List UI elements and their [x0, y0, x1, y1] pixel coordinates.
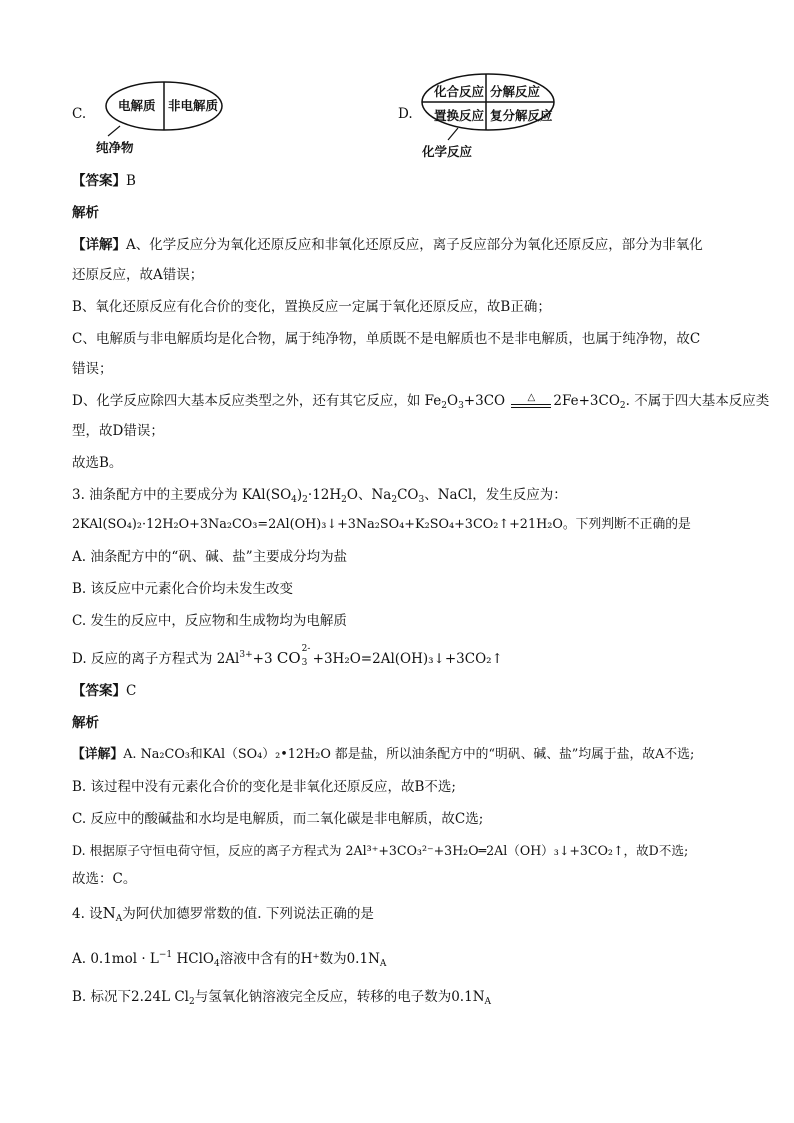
q3-option-c: C. 发生的反应中，反应物和生成物均为电解质	[72, 613, 347, 629]
option-c-label: C.	[72, 106, 87, 122]
q3-detail-d: D. 根据原子守恒电荷守恒，反应的离子方程式为 2Al³⁺+3CO₃²⁻+3H₂O═2Al（OH）₃↓+3CO₂↑，故D不选;	[72, 843, 689, 858]
q2-detail-a1: 【详解】A、化学反应分为氧化还原反应和非氧化还原反应，离子反应部分为氧化还原反应，部分为非氧化	[72, 237, 703, 253]
q3-option-d: D. 反应的离子方程式为 $2Al^{3+}+3$ CO 2- 3 +3H₂O=2Al(OH)₃↓+3CO₂↑	[72, 644, 503, 668]
non-electrolyte-label: 非电解质	[168, 98, 219, 113]
q3-stem: 3. 油条配方中的主要成分为 $KAl(SO_4)_2\cdot 12H_2O$、$Na_2CO_3$、NaCl，发生反应为：	[72, 487, 567, 505]
q2-detail-d2: 型，故D错误；	[72, 423, 164, 439]
q3-detail-a: 【详解】A. Na₂CO₃和KAl（SO₄）₂•12H₂O 都是盐，所以油条配方中的“明矾、碱、盐”均属于盐，故A不选;	[72, 747, 695, 762]
q4-option-b: B. 标况下2.24L $Cl_2$与氢氧化钠溶液完全反应，转移的电子数为$0.1N_A$	[72, 989, 492, 1007]
q2-detail-c1: C、电解质与非电解质均是化合物，属于纯净物，单质既不是电解质也不是非电解质，也属于纯净物，故C	[72, 331, 701, 347]
q3-option-b: B. 该反应中元素化合价均未发生改变	[72, 581, 294, 597]
q3-detail-b: B. 该过程中没有元素化合价的变化是非氧化还原反应，故B不选;	[72, 779, 456, 795]
option-d-diagram	[414, 70, 564, 162]
q3-equation: 2KAl(SO₄)₂·12H₂O+3Na₂CO₃=2Al(OH)₃↓+3Na₂SO₄+K₂SO₄+3CO₂↑+21H₂O。下列判断不正确的是	[72, 517, 691, 532]
q2-conclusion: 故选B。	[72, 455, 123, 471]
q2-answer: 【答案】B	[72, 173, 136, 189]
q3-option-a: A. 油条配方中的“矾、碱、盐”主要成分均为盐	[72, 549, 348, 565]
displacement-reaction-label: 置换反应	[434, 108, 485, 123]
electrolyte-label: 电解质	[118, 98, 156, 113]
q2-detail-d1: D、化学反应除四大基本反应类型之外，还有其它反应，如 $Fe_2O_3+3CO$ △ $2Fe+3CO_2$. 不属于四大基本反应类	[72, 392, 770, 411]
q2-detail-a2: 还原反应，故A错误；	[72, 267, 204, 283]
chemical-reaction-caption: 化学反应	[422, 144, 473, 159]
q4-stem: 4. 设$N_A$为阿伏加德罗常数的值. 下列说法正确的是	[72, 904, 374, 924]
q3-conclusion: 故选：C。	[72, 871, 137, 887]
pointer-line	[108, 126, 120, 136]
q2-detail-c2: 错误；	[72, 361, 113, 377]
decomposition-reaction-label: 分解反应	[490, 84, 541, 99]
q3-analysis-heading: 解析	[72, 715, 99, 731]
pure-substance-caption: 纯净物	[96, 140, 134, 155]
q4-option-a: A. $0.1mol \cdot L^{-1}$ HClO$_4$溶液中含有的H⁺数为$0.1N_A$	[72, 950, 387, 969]
option-d-label: D.	[398, 106, 413, 122]
q2-detail-b: B、氧化还原反应有化合价的变化，置换反应一定属于氧化还原反应，故B正确；	[72, 299, 551, 315]
combination-reaction-label: 化合反应	[434, 84, 485, 99]
double-decomposition-label: 复分解反应	[490, 108, 553, 123]
q3-detail-c: C. 反应中的酸碱盐和水均是电解质，而二氧化碳是非电解质，故C选;	[72, 811, 484, 827]
q3-answer: 【答案】C	[72, 683, 137, 699]
option-c-diagram	[92, 78, 252, 158]
q2-analysis-heading: 解析	[72, 205, 99, 221]
